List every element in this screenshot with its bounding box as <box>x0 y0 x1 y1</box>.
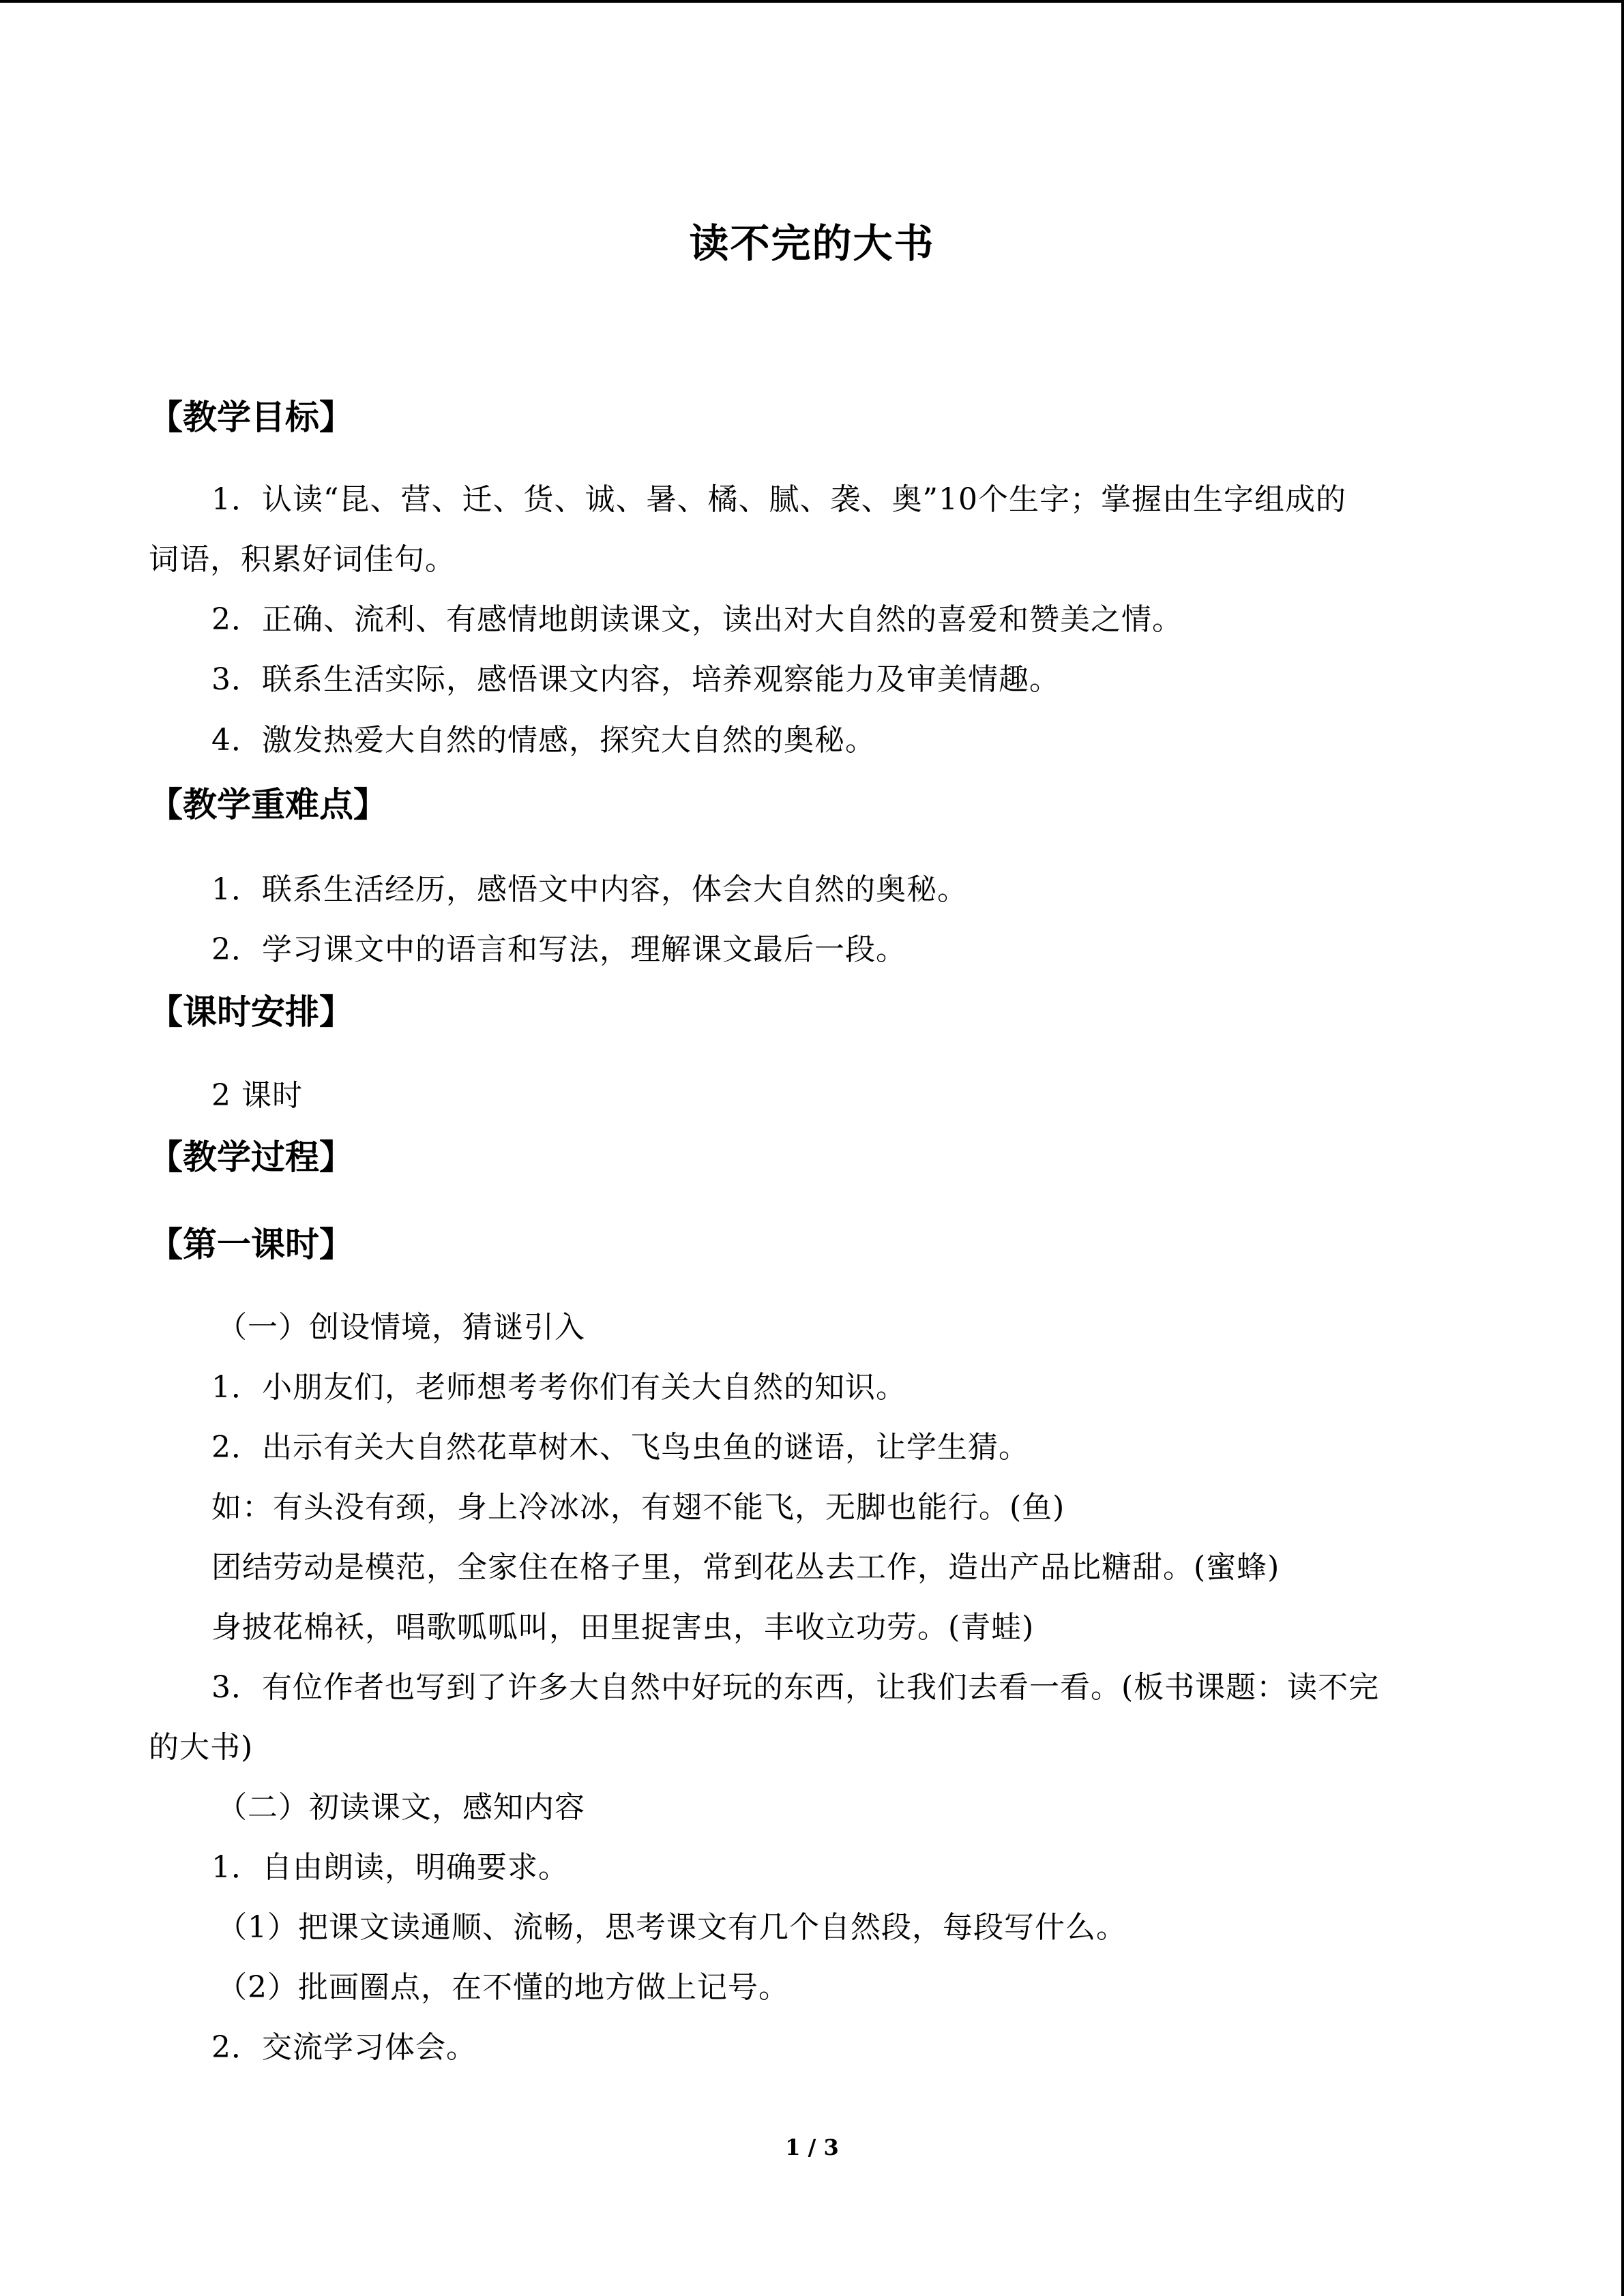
page-border-right <box>1621 0 1624 2296</box>
key-points-heading: 【教学重难点】 <box>149 785 387 824</box>
lesson-line: 1．自由朗读，明确要求。 <box>211 1850 569 1885</box>
lesson1-heading: 【第一课时】 <box>149 1225 353 1264</box>
lesson-line: 1．小朋友们，老师想考考你们有关大自然的知识。 <box>211 1370 906 1405</box>
lesson-line: （一）创设情境，猜谜引入 <box>217 1310 585 1345</box>
lesson-line: 团结劳动是模范，全家住在格子里，常到花丛去工作，造出产品比糖甜。(蜜蜂) <box>211 1550 1280 1585</box>
key-point-line: 2．学习课文中的语言和写法，理解课文最后一段。 <box>211 932 906 967</box>
page-number: 1 / 3 <box>785 2134 839 2160</box>
goal-line: 3．联系生活实际，感悟课文内容，培养观察能力及审美情趣。 <box>211 662 1060 697</box>
goal-line: 4．激发热爱大自然的情感，探究大自然的奥秘。 <box>211 723 876 758</box>
schedule-heading: 【课时安排】 <box>149 992 353 1032</box>
key-point-line: 1．联系生活经历，感悟文中内容，体会大自然的奥秘。 <box>211 872 968 907</box>
schedule-text: 2 课时 <box>211 1078 303 1113</box>
goal-line: 2．正确、流利、有感情地朗读课文，读出对大自然的喜爱和赞美之情。 <box>211 602 1183 637</box>
lesson-line: 如：有头没有颈，身上冷冰冰，有翅不能飞，无脚也能行。(鱼) <box>211 1490 1065 1525</box>
lesson-line: 的大书) <box>149 1730 254 1765</box>
page-border-top <box>0 0 1624 3</box>
goal-line: 词语，积累好词佳句。 <box>149 542 456 577</box>
goal-line: 1．认读“昆、营、迁、货、诚、暑、橘、腻、袭、奥”10个生字；掌握由生字组成的 <box>211 482 1346 517</box>
lesson-line: （2）批画圈点，在不懂的地方做上记号。 <box>217 1970 789 2005</box>
lesson-line: 身披花棉袄，唱歌呱呱叫，田里捉害虫，丰收立功劳。(青蛙) <box>211 1610 1035 1645</box>
document-title: 读不完的大书 <box>689 220 935 267</box>
lesson-line: 2．交流学习体会。 <box>211 2030 477 2065</box>
lesson-line: （1）把课文读通顺、流畅，思考课文有几个自然段，每段写什么。 <box>217 1910 1127 1945</box>
lesson-line: 2．出示有关大自然花草树木、飞鸟虫鱼的谜语，让学生猜。 <box>211 1430 1029 1465</box>
goals-heading: 【教学目标】 <box>149 398 353 437</box>
lesson-line: （二）初读课文，感知内容 <box>217 1790 585 1825</box>
process-heading: 【教学过程】 <box>149 1137 353 1177</box>
lesson-line: 3．有位作者也写到了许多大自然中好玩的东西，让我们去看一看。(板书课题：读不完 <box>211 1670 1380 1705</box>
